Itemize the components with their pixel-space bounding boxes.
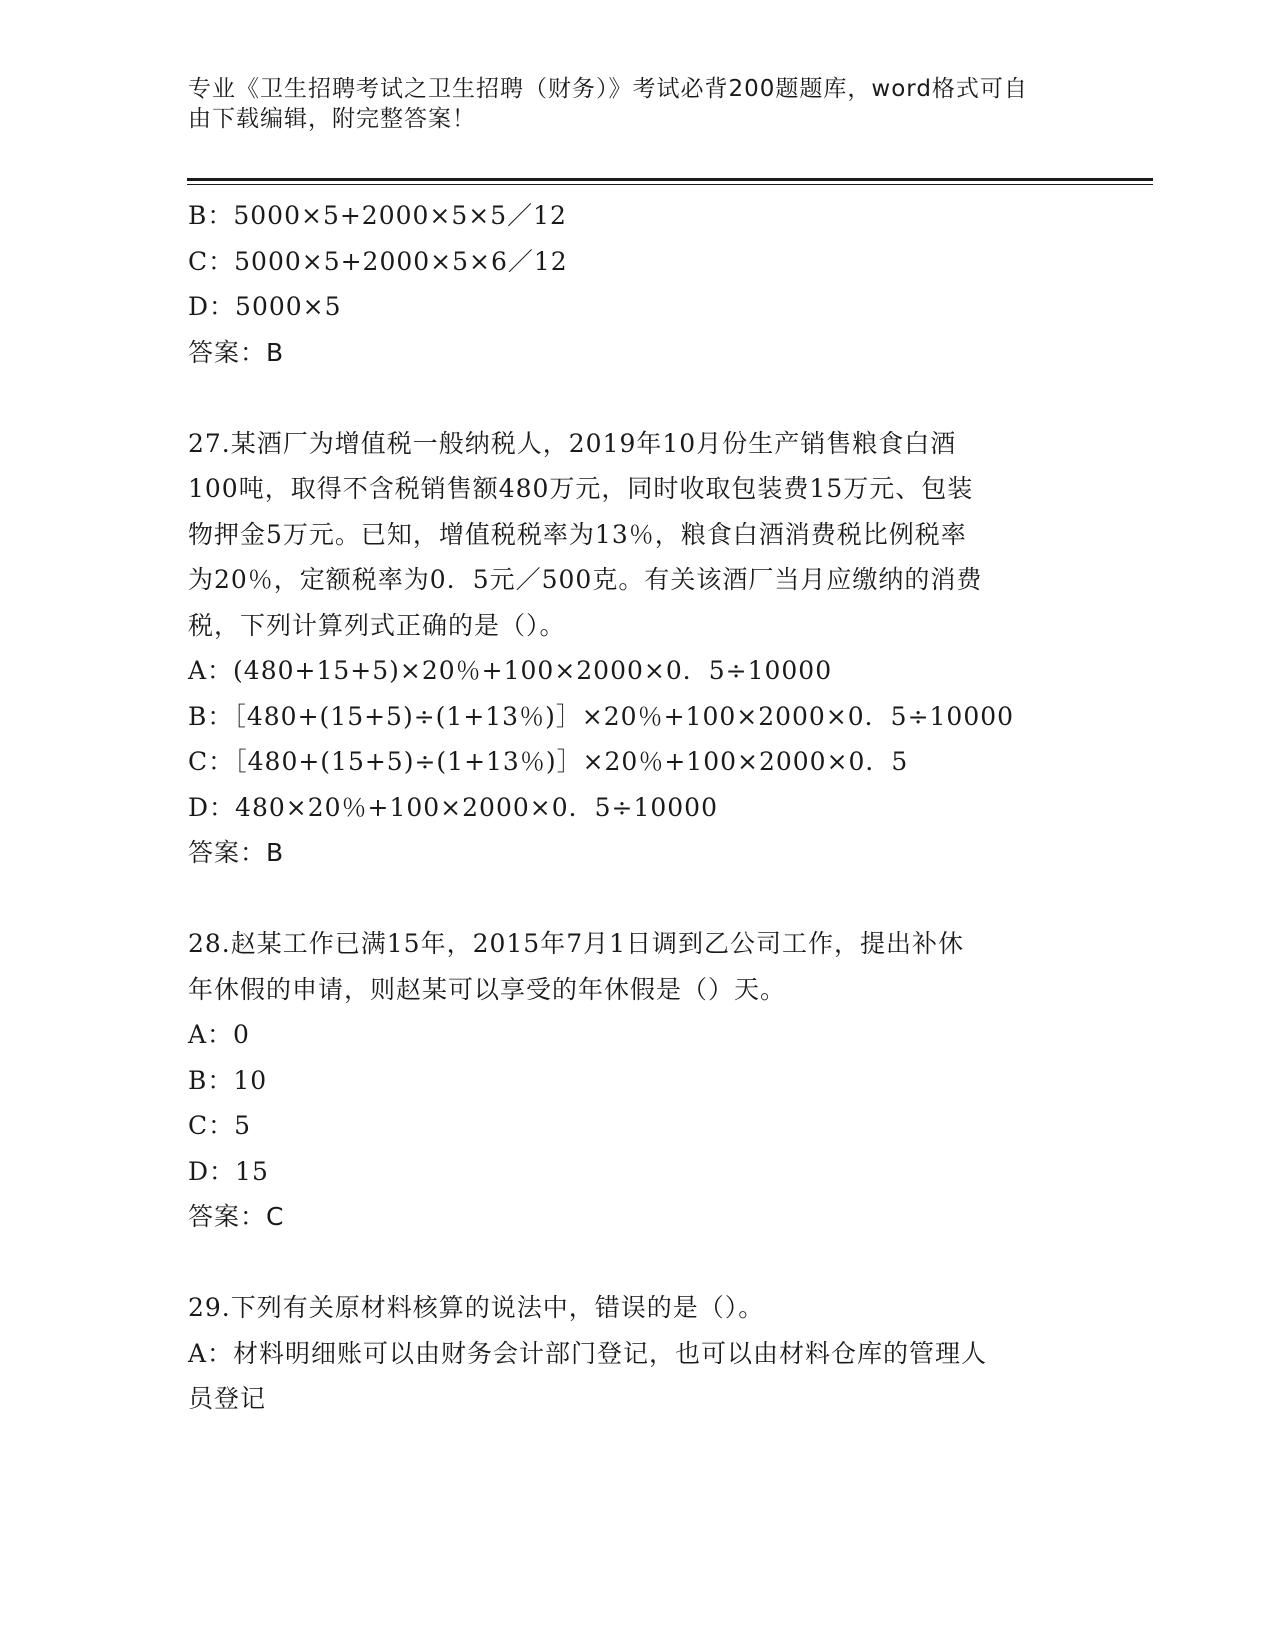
option-d: D：15 — [188, 1156, 269, 1186]
option-c: C：5000×5+2000×5×6／12 — [188, 246, 568, 276]
question-26 — [188, 193, 1088, 375]
question-stem-line: 税，下列计算列式正确的是（）。 — [188, 610, 566, 640]
option-a: A：(480+15+5)×20％+100×2000×0．5÷10000 — [188, 656, 833, 685]
question-content — [188, 193, 1088, 1422]
header-divider-thick — [187, 178, 1153, 181]
header-divider-thin — [187, 184, 1153, 185]
question-28 — [188, 921, 1088, 1240]
question-stem-line: 28.赵某工作已满15年，2015年7月1日调到乙公司工作，提出补休 — [188, 929, 965, 958]
answer-line: 答案：B — [188, 337, 285, 367]
question-stem-line: 为20％，定额税率为0．5元／500克。有关该酒厂当月应缴纳的消费 — [188, 565, 983, 594]
option-d: D：480×20％+100×2000×0．5÷10000 — [188, 792, 718, 822]
option-d: D：5000×5 — [188, 292, 342, 321]
answer-line: 答案：C — [188, 1202, 285, 1231]
question-stem-line: 29.下列有关原材料核算的说法中，错误的是（）。 — [188, 1293, 765, 1322]
question-stem-line: 年休假的申请，则赵某可以享受的年休假是（）天。 — [188, 974, 787, 1004]
option-b: B：5000×5+2000×5×5／12 — [188, 201, 567, 230]
spacer — [188, 876, 1088, 922]
question-stem-line: 100吨，取得不含税销售额480万元，同时收取包装费15万元、包装 — [188, 474, 974, 503]
option-b: B：10 — [188, 1065, 268, 1095]
spacer — [188, 375, 1088, 421]
option-c: C：［480+(15+5)÷(1+13％)］×20％+100×2000×0．5 — [188, 747, 909, 776]
question-stem-line: 27.某酒厂为增值税一般纳税人，2019年10月份生产销售粮食白酒 — [188, 428, 957, 458]
option-a: A：材料明细账可以由财务会计部门登记，也可以由材料仓库的管理人 — [188, 1338, 988, 1368]
question-27 — [188, 421, 1088, 876]
question-29 — [188, 1285, 1088, 1422]
option-a: A：0 — [188, 1020, 250, 1049]
option-a-continued: 员登记 — [188, 1384, 267, 1413]
spacer — [188, 1240, 1088, 1286]
option-b: B：［480+(15+5)÷(1+13％)］×20％+100×2000×0．5÷10000 — [188, 701, 1015, 731]
option-c: C：5 — [188, 1111, 252, 1140]
question-stem-line: 物押金5万元。已知，增值税税率为13％，粮食白酒消费税比例税率 — [188, 519, 967, 549]
answer-line: 答案：B — [188, 838, 285, 867]
document-header: 专业《卫生招聘考试之卫生招聘（财务）》考试必背200题题库，word格式可自 由下载编辑，附完整答案！ — [188, 76, 1028, 132]
